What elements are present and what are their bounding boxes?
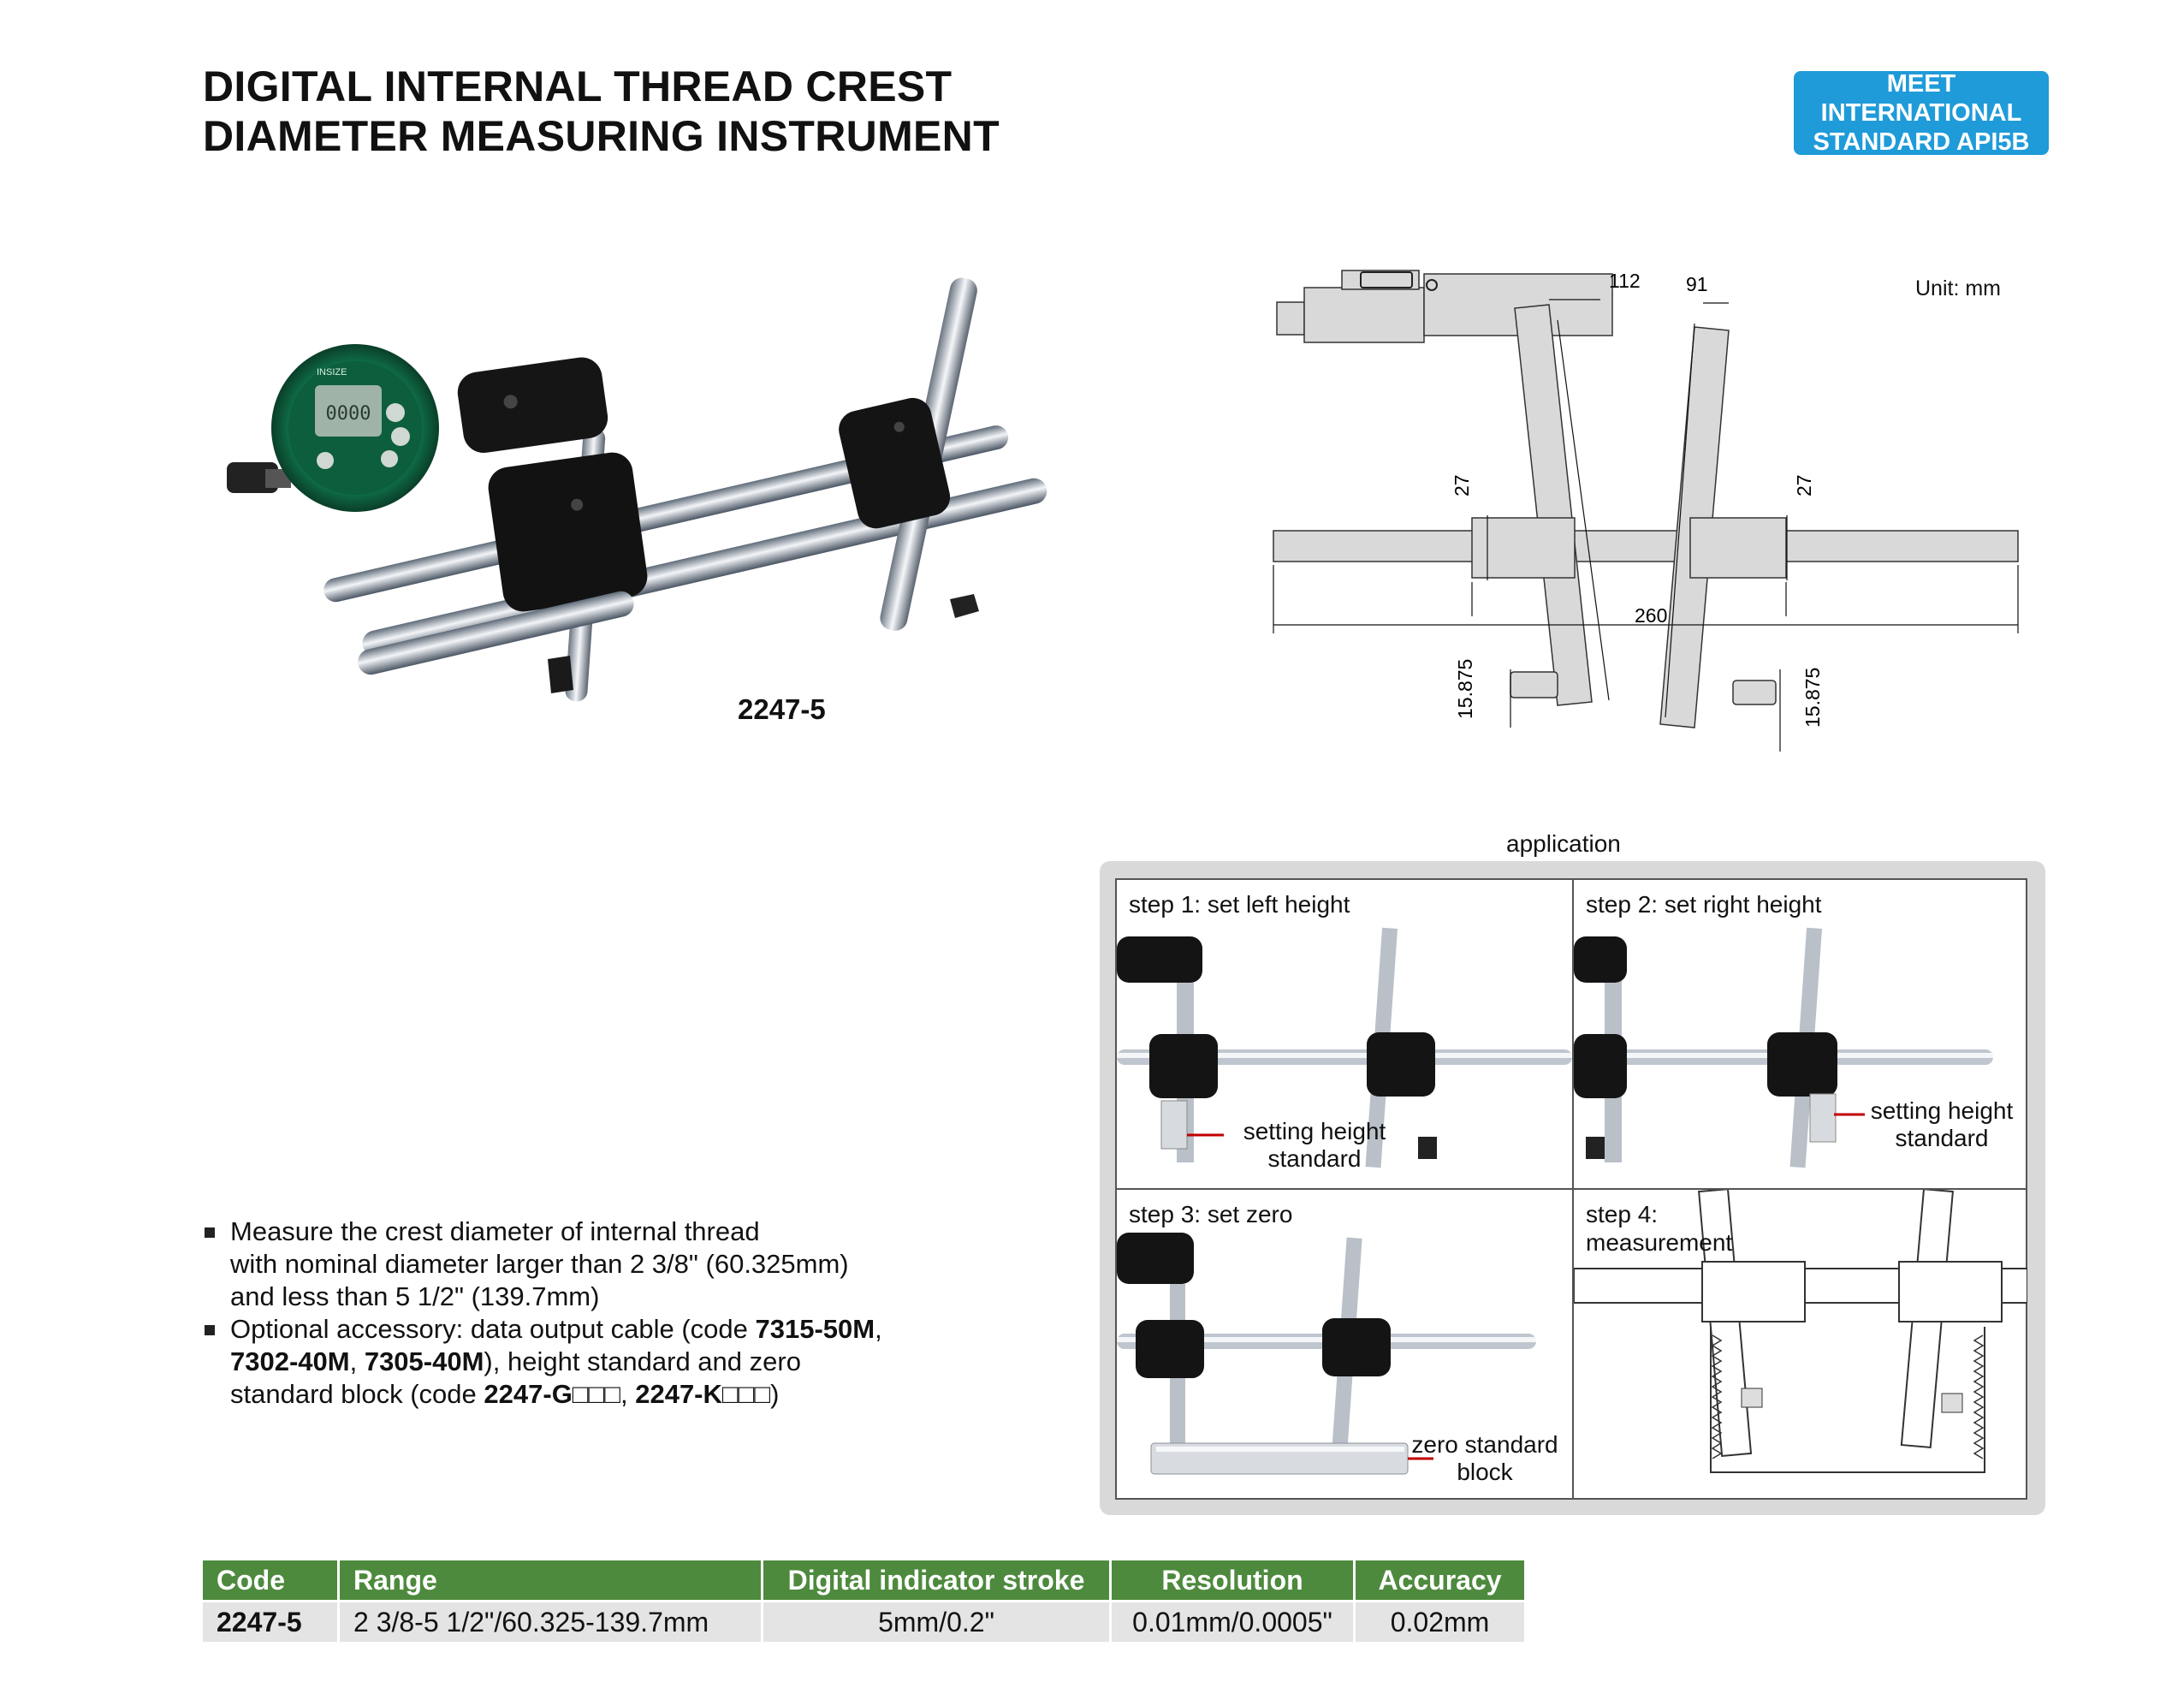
col-code: Code [203, 1560, 339, 1602]
dim-15875-right: 15.875 [1801, 667, 1824, 728]
table-row [203, 1602, 1524, 1643]
step-3-label: step 3: set zero [1129, 1201, 1293, 1227]
feature-1-line-1: Measure the crest diameter of internal thread [230, 1216, 760, 1246]
indicator-brand: INSIZE [317, 367, 347, 377]
feature-item [203, 1313, 973, 1411]
step-2-label: step 2: set right height [1586, 891, 1822, 918]
col-accuracy: Accuracy [1355, 1560, 1525, 1602]
feature-2-line-2 [230, 1346, 973, 1378]
feature-2-text: Optional accessory: data output cable (code [230, 1314, 756, 1344]
standard-badge [1794, 71, 2049, 155]
separator: , [875, 1314, 882, 1344]
cell-range: 2 3/8-5 1/2"/60.325-139.7mm [339, 1602, 763, 1643]
badge-line-1: MEET INTERNATIONAL [1820, 70, 2022, 127]
step-1-callout-line-1: setting height [1243, 1118, 1386, 1144]
separator: ) [770, 1379, 780, 1409]
step-4-label-line-1: step 4: [1586, 1201, 1659, 1227]
unit-label: Unit: mm [1915, 276, 2001, 300]
dim-260: 260 [1635, 604, 1668, 627]
feature-list [203, 1215, 973, 1411]
feature-2-line-3 [230, 1378, 973, 1411]
col-resolution: Resolution [1111, 1560, 1355, 1602]
step-2-callout [1856, 1097, 2027, 1152]
step-4-panel [1574, 1190, 2027, 1498]
step-1-panel [1117, 880, 1574, 1190]
dim-91: 91 [1686, 273, 1708, 295]
table-header-row [203, 1560, 1524, 1602]
step-2-panel [1574, 880, 2027, 1190]
feature-item [203, 1215, 973, 1313]
dim-27-left: 27 [1451, 474, 1473, 496]
indicator-screen: 0000 [325, 403, 371, 425]
title-line-2: DIAMETER MEASURING INSTRUMENT [203, 112, 1000, 160]
dim-112: 112 [1609, 270, 1641, 292]
step-1-callout-line-2: standard [1267, 1145, 1362, 1172]
col-stroke: Digital indicator stroke [763, 1560, 1111, 1602]
code-2247-k: 2247-K□□□ [635, 1379, 771, 1409]
step-3-callout-line-2: block [1457, 1459, 1513, 1485]
step-3-callout [1399, 1431, 1570, 1486]
cell-stroke: 5mm/0.2" [763, 1602, 1111, 1643]
cell-accuracy: 0.02mm [1355, 1602, 1525, 1643]
feature-1-line-3: and less than 5 1/2" (139.7mm) [230, 1281, 600, 1311]
separator: , [349, 1346, 365, 1376]
product-photo [214, 257, 1241, 736]
application-grid [1115, 878, 2027, 1500]
step-2-callout-line-2: standard [1895, 1125, 1989, 1151]
code-2247-g: 2247-G□□□ [484, 1379, 620, 1409]
code-7302-40m: 7302-40M [230, 1346, 350, 1376]
dimension-drawing [1267, 248, 2037, 770]
col-range: Range [339, 1560, 763, 1602]
dim-27-right: 27 [1793, 474, 1815, 496]
step-4-label-line-2: measurement [1586, 1229, 1733, 1256]
code-7315-50m: 7315-50M [755, 1314, 875, 1344]
step-3-panel [1117, 1190, 1574, 1498]
step-4-label [1586, 1200, 1732, 1257]
code-7305-40m: 7305-40M [364, 1346, 484, 1376]
cell-resolution: 0.01mm/0.0005" [1111, 1602, 1355, 1643]
step-3-callout-line-1: zero standard [1411, 1431, 1558, 1458]
model-label: 2247-5 [738, 693, 826, 725]
feature-1-line-2: with nominal diameter larger than 2 3/8" (60.325mm) [230, 1249, 849, 1279]
feature-2-text: standard block (code [230, 1379, 484, 1409]
feature-2-line-1 [230, 1313, 973, 1346]
dim-15875-left: 15.875 [1454, 658, 1476, 719]
badge-line-2: STANDARD API5B [1813, 128, 2030, 156]
step-2-callout-line-1: setting height [1870, 1097, 2014, 1124]
cell-code: 2247-5 [203, 1602, 339, 1643]
separator: , [620, 1379, 636, 1409]
feature-2-text: ), height standard and zero [484, 1346, 801, 1376]
page-title [203, 62, 1000, 161]
spec-table [203, 1560, 1524, 1642]
step-1-label: step 1: set left height [1129, 891, 1350, 918]
title-line-1: DIGITAL INTERNAL THREAD CREST [203, 62, 953, 110]
application-title: application [1506, 830, 1621, 857]
step-1-callout [1225, 1118, 1404, 1173]
